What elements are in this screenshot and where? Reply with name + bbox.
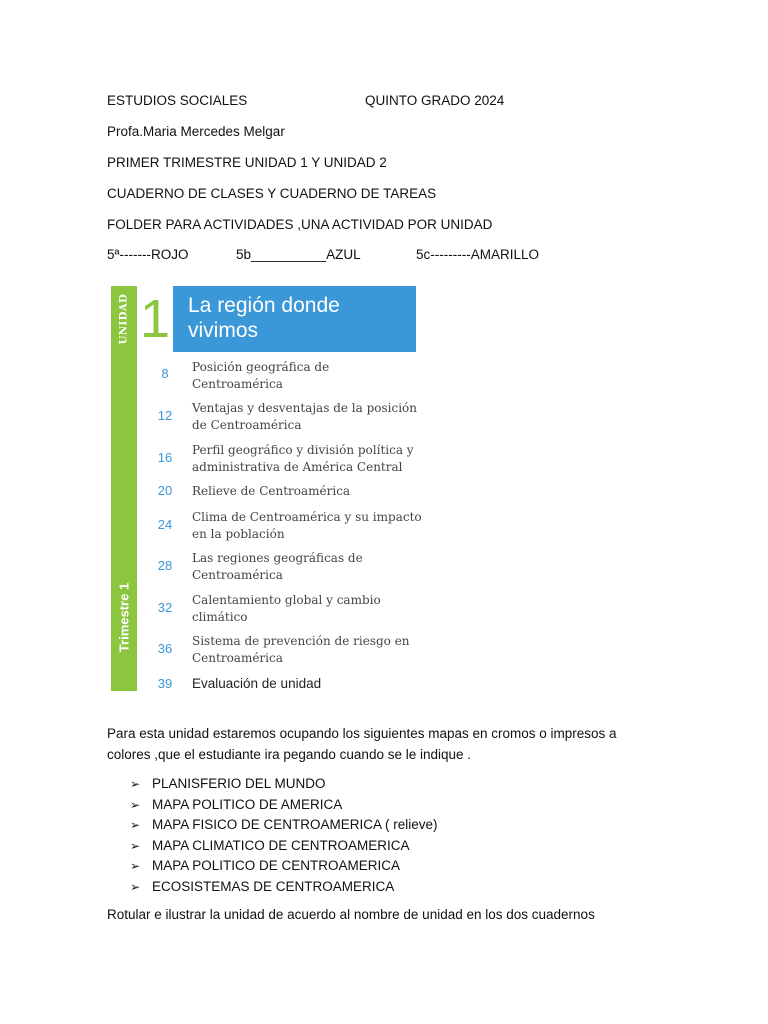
index-page: 28 — [157, 558, 173, 573]
unit-label: UNIDAD — [118, 293, 130, 345]
list-item — [130, 815, 438, 836]
index-page: 8 — [161, 366, 169, 381]
list-item — [130, 877, 438, 898]
index-page: 32 — [157, 600, 173, 615]
section-b: 5b__________AZUL — [236, 247, 361, 262]
index-page: 20 — [157, 483, 173, 498]
unit-title: La región donde vivimos — [188, 294, 340, 342]
closing-instruction: Rotular e ilustrar la unidad de acuerdo al nombre de unidad en los dos cuadernos — [107, 907, 595, 922]
index-text: Posición geográfica de Centroamérica — [192, 360, 330, 391]
book-index-image — [111, 286, 422, 691]
list-item-label: PLANISFERIO DEL MUNDO — [152, 776, 326, 791]
folder-line: FOLDER PARA ACTIVIDADES ,UNA ACTIVIDAD POR UNIDAD — [107, 217, 493, 232]
arrow-bullet-icon: ➢ — [130, 838, 141, 853]
index-text: Perfil geográfico y división política y administrativa de América Central — [192, 443, 414, 474]
list-item-label: MAPA CLIMATICO DE CENTROAMERICA — [152, 837, 410, 853]
index-text: Clima de Centroamérica y su impacto en la población — [192, 510, 422, 541]
trimester-label: Trimestre 1 — [116, 582, 132, 653]
index-text: Evaluación de unidad — [192, 676, 322, 691]
list-item-label: MAPA POLITICO DE CENTROAMERICA — [152, 858, 401, 873]
arrow-bullet-icon: ➢ — [130, 879, 141, 894]
index-text: Calentamiento global y cambio climático — [192, 593, 381, 624]
arrow-bullet-icon: ➢ — [130, 859, 141, 873]
list-item-label: MAPA FISICO DE CENTROAMERICA ( relieve) — [152, 817, 438, 832]
arrow-bullet-icon: ➢ — [130, 777, 141, 791]
section-a: 5ª-------ROJO — [107, 247, 189, 262]
grade-heading: QUINTO GRADO 2024 — [365, 93, 505, 108]
list-item — [130, 856, 438, 877]
list-item-label: MAPA POLITICO DE AMERICA — [152, 796, 343, 812]
index-text: Las regiones geográficas de Centroamérica — [192, 551, 363, 582]
index-page: 24 — [157, 517, 173, 532]
index-text: Relieve de Centroamérica — [192, 484, 351, 498]
index-page: 16 — [157, 450, 173, 465]
unit-label-strip — [111, 286, 137, 352]
index-page: 39 — [157, 676, 173, 691]
unit-title-band — [173, 286, 416, 352]
list-item — [130, 774, 438, 795]
index-text: Ventajas y desventajas de la posición de Centroamérica — [192, 401, 418, 432]
list-item — [130, 795, 438, 816]
subject-heading: ESTUDIOS SOCIALES — [107, 93, 248, 108]
section-c: 5c---------AMARILLO — [416, 247, 539, 262]
index-page: 12 — [157, 408, 173, 423]
list-item — [130, 836, 438, 857]
maps-intro-paragraph: Para esta unidad estaremos ocupando los siguientes mapas en cromos o impresos a colores ,que el estudiante ira pegando cuando se le indique . — [107, 726, 617, 762]
trimester-line: PRIMER TRIMESTRE UNIDAD 1 Y UNIDAD 2 — [107, 155, 387, 170]
teacher-name: Profa.Maria Mercedes Melgar — [107, 124, 285, 139]
arrow-bullet-icon: ➢ — [130, 818, 141, 832]
index-text: Sistema de prevención de riesgo en Centroamérica — [192, 634, 410, 665]
trimester-strip — [111, 352, 137, 691]
maps-list — [130, 774, 438, 897]
list-item-label: ECOSISTEMAS DE CENTROAMERICA — [152, 878, 395, 894]
arrow-bullet-icon: ➢ — [130, 797, 141, 812]
index-page: 36 — [157, 641, 173, 656]
notebooks-line: CUADERNO DE CLASES Y CUADERNO DE TAREAS — [107, 186, 437, 201]
unit-number: 1 — [139, 289, 171, 349]
